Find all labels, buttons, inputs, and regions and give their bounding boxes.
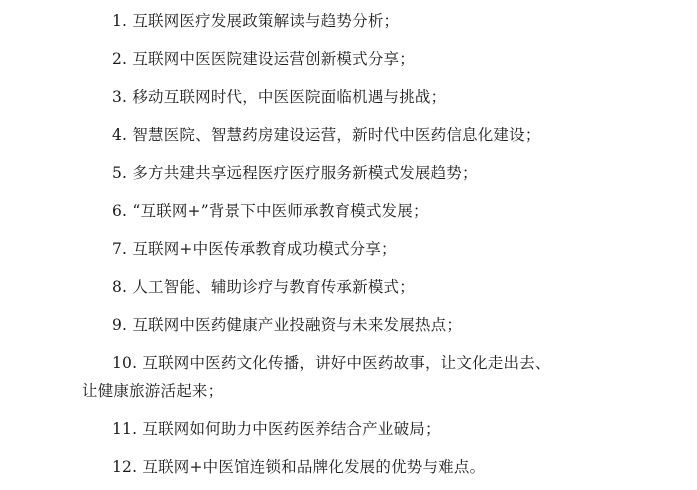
list-item: 4. 智慧医院、智慧药房建设运营，新时代中医药信息化建设； <box>112 126 541 145</box>
list-item: 8. 人工智能、辅助诊疗与教育传承新模式； <box>112 278 415 297</box>
list-item: 10. 互联网中医药文化传播，讲好中医药故事，让文化走出去、 <box>112 354 551 373</box>
list-item: 1. 互联网医疗发展政策解读与趋势分析； <box>112 12 400 30</box>
list-item: 9. 互联网中医药健康产业投融资与未来发展热点； <box>112 316 463 335</box>
list-item: 7. 互联网+中医传承教育成功模式分享； <box>112 240 397 259</box>
list-item: 2. 互联网中医医院建设运营创新模式分享； <box>112 50 415 69</box>
list-item-continuation: 让健康旅游活起来； <box>82 381 224 400</box>
topic-list <box>82 10 667 480</box>
list-item: 5. 多方共建共享远程医疗医疗服务新模式发展趋势； <box>112 164 478 183</box>
list-item: 6. “互联网+”背景下中医师承教育模式发展； <box>112 202 429 221</box>
list-item: 3. 移动互联网时代，中医医院面临机遇与挑战； <box>112 88 447 107</box>
list-item: 11. 互联网如何助力中医药医养结合产业破局； <box>112 420 441 439</box>
list-item: 12. 互联网+中医馆连锁和品牌化发展的优势与难点。 <box>112 458 486 477</box>
